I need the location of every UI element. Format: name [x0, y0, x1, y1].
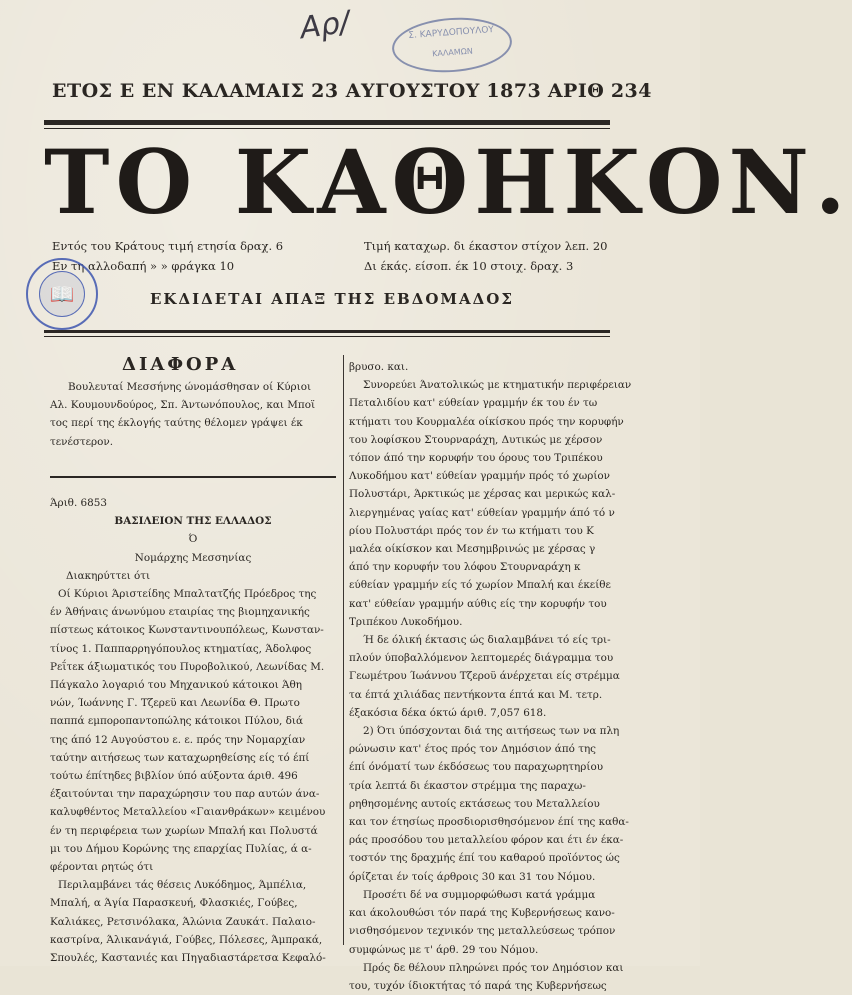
text-line: έπί όνόματί των έκδόσεως του παραχωρητηρίου [349, 761, 604, 774]
reference-number: Άριθ. 6853 [50, 497, 107, 509]
article-divider [50, 476, 336, 478]
stamp-line-2: ΚΑΛΑΜΩΝ [431, 46, 474, 59]
header-rule-top [44, 120, 610, 125]
text-line: νών, Ίωάννης Γ. Τζερεϋ και Λεωνίδα Θ. Πρωτο [50, 697, 300, 710]
article-heading: Ό [188, 533, 198, 546]
text-line: καλυφθέντος Μεταλλείου «Γαιανθράκων» κειμένου [50, 806, 326, 819]
text-line: του, τυχόν ίδιοκτήτας τό παρά της Κυβερνήσεως [349, 979, 607, 992]
text-line: Αλ. Κουμουνδούρος, Σπ. Άντωνόπουλος, και Μποϊ [50, 399, 316, 412]
text-line: τος περί της έκλογής ταύτης θέλομεν γράψει έκ [50, 417, 303, 430]
stamp-line-1: Σ. ΚΑΡΥΔΟΠΟΥΛΟΥ [408, 25, 495, 42]
dateline-number-label: ΑΡΙΘ [547, 80, 605, 102]
text-line: Λυκοδήμου κατ' εύθείαν γραμμήν πρός τό χωρίον [349, 470, 610, 483]
column-divider [343, 355, 344, 945]
text-line: πλούν ύποβαλλόμενον λεπτομερές διάγραμμα του [349, 652, 614, 665]
mining-notice [50, 494, 336, 967]
text-line: μαλέα οίκίσκον και Μεσημβρινώς με χέρσας γ [349, 543, 596, 556]
text-line: κατ' εύθείαν γραμμήν αύθις είς την κορυφήν του [349, 597, 607, 610]
text-line: έξαιτούνται την παραχώρησιν του παρ αυτών άνα- [50, 788, 320, 801]
text-line: τούτω έπίτηδες βιβλίον ύπό αύξοντα άριθ. 496 [50, 770, 298, 783]
text-line: Προσέτι δέ να συμμορφώθωσι κατά γράμμα [363, 888, 596, 901]
text-line: έν Άθήναις άνωνύμου εταιρίας της βιομηχανικής [50, 606, 310, 619]
weekly-notice: ΕΚΔΙΔΕΤΑΙ ΑΠΑΞ ΤΗΣ ΕΒΔΟΜΑΔΟΣ [150, 290, 514, 308]
text-line: τοστόν της δραχμής έπί του καθαρού προϊόντος ώς [349, 852, 620, 865]
masthead-title: ΤΟ ΚΑΘΗΚΟΝ. [44, 130, 852, 234]
text-line: και τον έτησίως προσδιορισθησόμενον έπί της καθα- [349, 816, 629, 829]
declares-line: Διακηρύττει ότι [66, 569, 151, 582]
text-line: τενέστερον. [50, 435, 114, 448]
mining-notice-continued [349, 358, 655, 995]
text-line: Ή δε όλική έκτασις ώς διαλαμβάνει τό είς τρι- [363, 634, 611, 647]
section-title: ΔΙΑΦΟΡΑ [122, 354, 239, 375]
text-line: 2) Ότι ύπόσχονται διά της αιτήσεως των να πλη [363, 725, 620, 738]
library-stamp [26, 258, 98, 330]
text-line: έν τη περιφέρεια των χωρίων Μπαλή και Πολυστά [50, 824, 318, 837]
news-item-deputies [50, 378, 336, 451]
text-line: Πάγκαλο λογαριό του Μηχανικού κάτοικοι Άθη [50, 679, 303, 692]
text-line: Μπαλή, α Άγία Παρασκευή, Φλασκιές, Γούβες, [50, 897, 298, 910]
text-line: παππά εμποροπαντοπώλης κάτοικοι Πύλου, διά [50, 715, 304, 728]
text-line: κτήματι του Κουρμαλέα οίκίσκου πρός την κορυφήν [349, 415, 624, 428]
text-line: μι του Δήμου Κορώνης της επαρχίας Πυλίας, ά α- [50, 842, 312, 855]
text-line: Σπουλές, Καστανιές και Πηγαδιαστάρετσα Κεφαλό- [50, 952, 326, 965]
dateline-date: 23 ΑΥΓΟΥΣΤΟΥ [311, 80, 480, 102]
header-rule-bottom-thin [44, 336, 610, 337]
text-line: τίνος 1. Παππαρρηγόπουλος κτηματίας, Άδολφος [50, 642, 312, 655]
text-line: ράς προσόδου του μεταλλείου φόρον και έτι έν έκα- [349, 834, 624, 847]
text-line: Πρός δε θέλουν πληρώνει πρός τον Δημόσιον και [363, 961, 624, 974]
kingdom-heading: ΒΑΣΙΛΕΙΟΝ ΤΗΣ ΕΛΛΑΔΟΣ [114, 515, 272, 528]
text-line: και άκολουθώσι τόν παρά της Κυβερνήσεως κανο- [349, 907, 615, 920]
text-line: Καλιάκες, Ρετσινόλακα, Άλώνια Ζαυκάτ. Παλαιο- [50, 915, 316, 928]
text-line: νισθησόμενον τεχνικόν της μεταλλεύσεως τρόπον [349, 925, 616, 938]
dateline-year: 1873 [486, 80, 542, 102]
header-rule-bottom [44, 330, 610, 333]
text-line: Ρεΐτεκ άξιωματικός του Πυροβολικού, Λεωνίδας Μ. [50, 660, 325, 673]
dateline-number: 234 [610, 80, 652, 102]
text-line: πίστεως κάτοικος Κωνσταντινουπόλεως, Κωνσταν- [50, 624, 324, 637]
text-line: φέρονται ρητώς ότι [50, 861, 154, 874]
text-line: Περιλαμβάνει τάς θέσεις Λυκόδημος, Άμπέλια, [58, 879, 307, 892]
text-line: έξακόσια δέκα όκτώ άριθ. 7,057 618. [349, 706, 547, 719]
text-line: Βουλευταί Μεσσήνης ώνομάσθησαν οί Κύριοι [68, 381, 312, 393]
text-line: Οί Κύριοι Άριστείδης Μπαλτατζής Πρόεδρος της [58, 588, 317, 601]
text-line: της άπό 12 Αυγούστου ε. ε. πρός την Νομαρχίαν [50, 733, 306, 746]
text-line: βρυσο. και. [349, 361, 409, 373]
advert-bulk: Δι έκάς. είσοπ. έκ 10 στοιχ. δραχ. 3 [364, 259, 574, 273]
nomarch-heading: Νομάρχης Μεσσηνίας [134, 551, 252, 564]
ownership-stamp [390, 14, 513, 76]
text-line: τρία λεπτά δι έκαστον στρέμμα της παραχω- [349, 779, 586, 792]
text-line: τόπον άπό την κορυφήν του όρους του Τριπέκου [349, 452, 603, 465]
text-line: λιεργημένας γαίας κατ' εύθείαν γραμμήν άπό τό ν [349, 506, 615, 519]
text-line: καστρίνα, Άλικανάγιά, Γούβες, Πόλεσες, Άμπρακά, [50, 933, 323, 946]
text-line: εύθείαν γραμμήν είς τό χωρίον Μπαλή και έκείθε [349, 579, 611, 592]
text-line: ρηθησομένης αυτοίς εκτάσεως του Μεταλλείου [349, 797, 600, 810]
text-line: Πολυστάρι, Άρκτικώς με χέρσας και μερικώς καλ- [349, 488, 616, 501]
dateline [52, 80, 652, 102]
text-line: συμφώνως με τ' άρθ. 29 του Νόμου. [349, 943, 539, 956]
text-line: Πεταλιδίου κατ' εύθείαν γραμμήν έκ του έν τω [349, 397, 598, 410]
text-line: ταύτην αιτήσεως των καταχωρηθείσης είς τό έπί [50, 751, 310, 764]
handwritten-number: Αρ/ [297, 4, 352, 47]
text-line: όρίζεται έν τοίς άρθροις 30 και 31 του Νόμου. [349, 870, 596, 883]
book-icon: 📖 [39, 271, 85, 317]
subscription-foreign: Εν τη αλλοδαπή » » φράγκα 10 [52, 259, 235, 273]
header-rule-top-thin [44, 128, 610, 129]
text-line: Συνορεύει Άνατολικώς με κτηματικήν περιφέρειαν [363, 379, 632, 392]
subscription-domestic: Εντός του Κράτους τιμή ετησία δραχ. 6 [52, 239, 284, 253]
text-line: τα έπτά χιλιάδας πεντήκοντα έπτά και Μ. τετρ. [349, 688, 603, 701]
dateline-place: ΕΤΟΣ Ε ΕΝ ΚΑΛΑΜΑΙΣ [52, 80, 305, 102]
advertising-prices [364, 236, 608, 276]
advert-per-line: Τιμή καταχωρ. δι έκαστον στίχον λεπ. 20 [364, 239, 608, 253]
text-line: ρίου Πολυστάρι πρός τον έν τω κτήματι του Κ [349, 524, 594, 537]
text-line: Τριπέκου Λυκοδήμου. [349, 615, 463, 628]
text-line: του λοφίσκου Στουρναράχη, Δυτικώς με χέρσον [349, 433, 603, 446]
text-line: άπό την κορυφήν του λόφου Στουρναράχη κ [349, 561, 581, 574]
text-line: Γεωμέτρου Ίωάννου Τζεροϋ άνέρχεται είς στρέμμα [349, 670, 620, 683]
text-line: ρώνωσιν κατ' έτος πρός τον Δημόσιον άπό της [349, 743, 597, 756]
